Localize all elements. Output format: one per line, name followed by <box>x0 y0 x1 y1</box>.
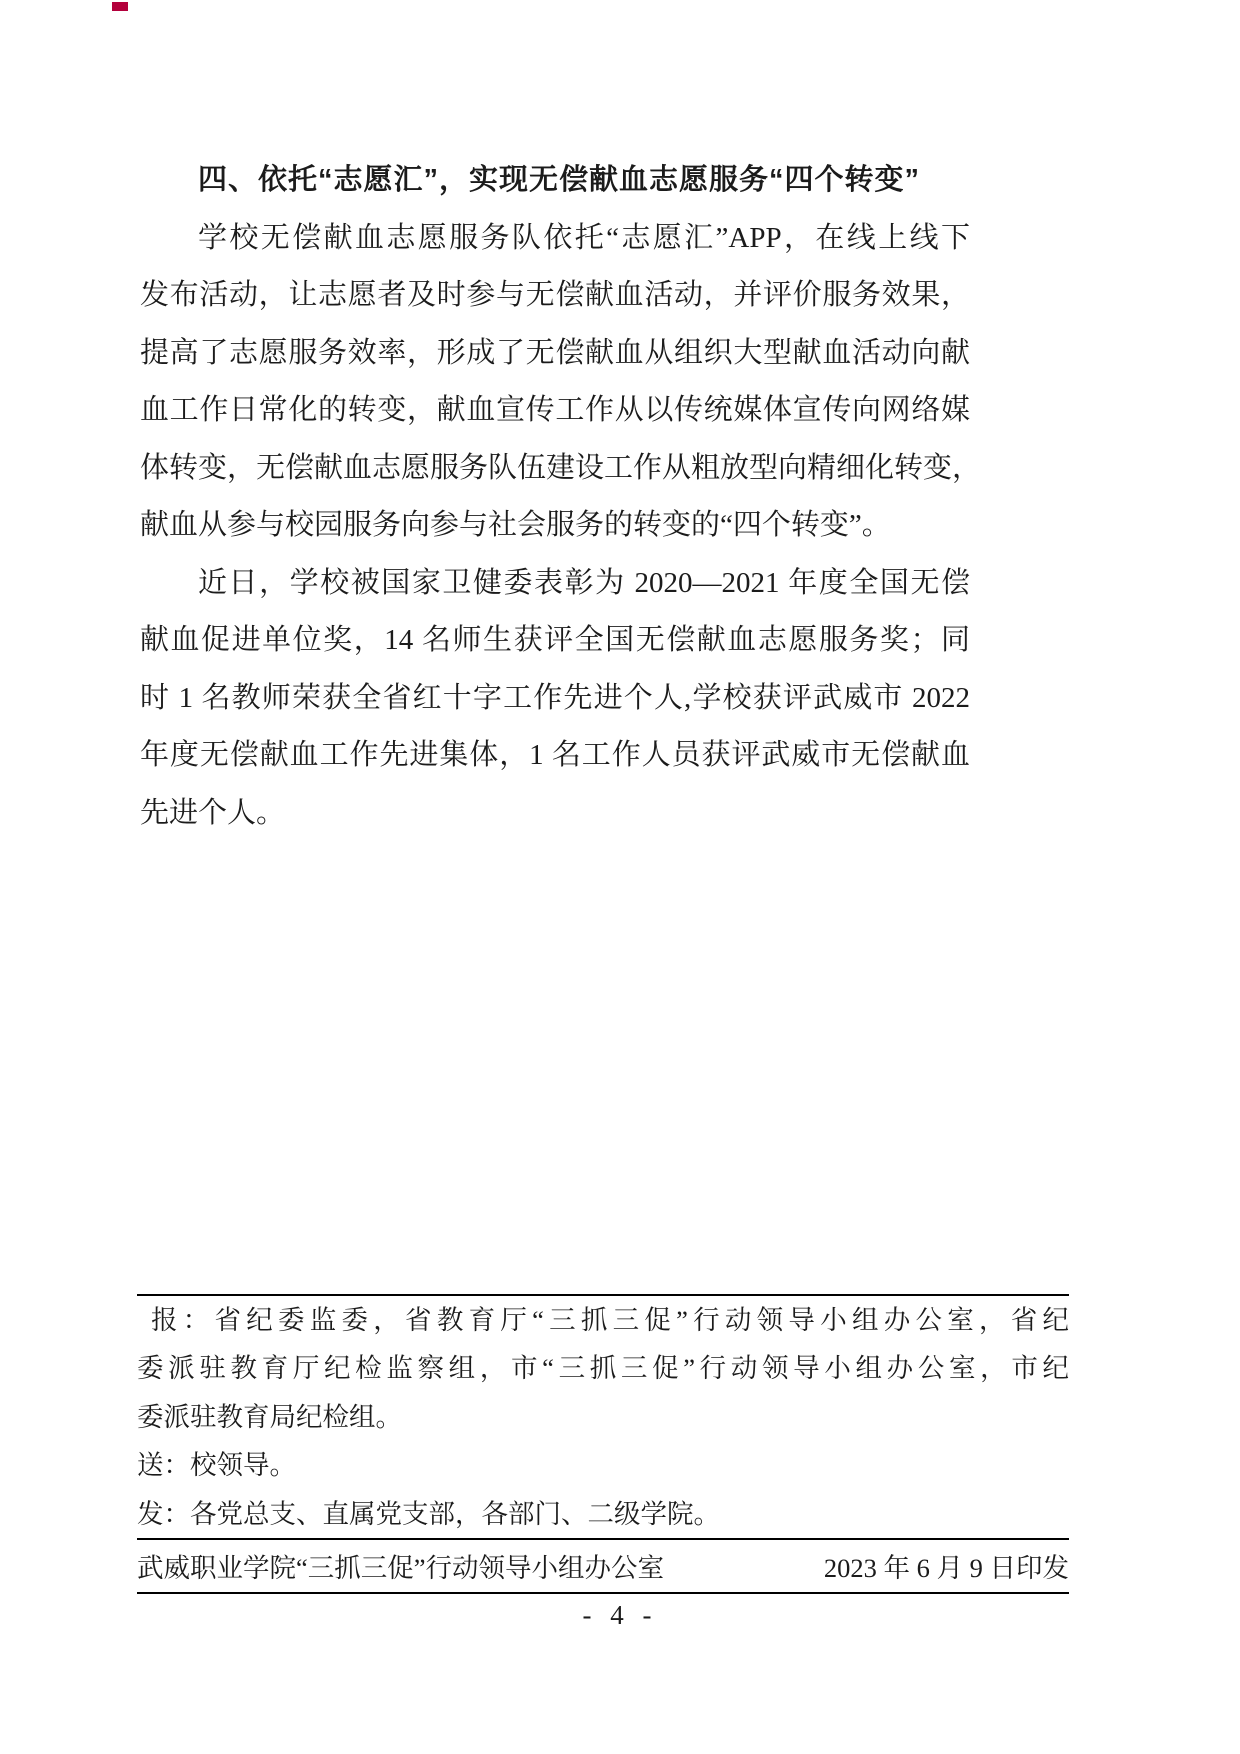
paragraph-2 <box>140 555 970 843</box>
document-footer <box>137 1294 1069 1594</box>
document-body <box>140 152 982 842</box>
imprint-row <box>137 1538 1069 1594</box>
paragraph-line: 先进个人。 <box>140 796 286 829</box>
paragraph-line: 学校无偿献血志愿服务队依托“志愿汇”APP，在线上线下 <box>198 221 970 254</box>
paragraph-line: 体转变，无偿献血志愿服务队伍建设工作从粗放型向精细化转变， <box>140 451 982 484</box>
paragraph-line: 献血从参与校园服务向参与社会服务的转变的“四个转变”。 <box>140 509 891 541</box>
distribution-line: 发：各党总支、直属党支部，各部门、二级学院。 <box>137 1498 720 1529</box>
distribution-line: 委派驻教育厅纪检监察组，市“三抓三促”行动领导小组办公室，市纪 <box>137 1353 1069 1384</box>
paragraph-line: 年度无偿献血工作先进集体，1 名工作人员获评武威市无偿献血 <box>140 739 970 771</box>
paragraph-line: 提高了志愿服务效率，形成了无偿献血从组织大型献血活动向献 <box>140 336 970 369</box>
imprint-office: 武威职业学院“三抓三促”行动领导小组办公室 <box>137 1553 665 1584</box>
scan-edge-artifact <box>112 2 128 11</box>
paragraph-line: 献血促进单位奖，14 名师生获评全国无偿献血志愿服务奖；同 <box>140 624 970 656</box>
distribution-line: 委派驻教育局纪检组。 <box>137 1401 402 1432</box>
distribution-line: 报：省纪委监委，省教育厅“三抓三促”行动领导小组办公室，省纪 <box>151 1305 1069 1335</box>
paragraph-line: 近日，学校被国家卫健委表彰为 2020—2021 年度全国无偿 <box>198 566 970 599</box>
paragraph-line: 时 1 名教师荣获全省红十字工作先进个人,学校获评武威市 2022 <box>140 681 970 714</box>
section-heading: 四、依托“志愿汇”，实现无偿献血志愿服务“四个转变” <box>198 164 921 196</box>
paragraph-line: 血工作日常化的转变，献血宣传工作从以传统媒体宣传向网络媒 <box>140 394 970 426</box>
paragraph-line: 发布活动，让志愿者及时参与无偿献血活动，并评价服务效果， <box>140 279 970 311</box>
distribution-block <box>137 1296 1069 1538</box>
page-number: - 4 - <box>582 1600 658 1630</box>
paragraph-1 <box>140 210 982 555</box>
imprint-date: 2023 年 6 月 9 日印发 <box>823 1553 1069 1584</box>
distribution-line: 送：校领导。 <box>137 1450 296 1481</box>
